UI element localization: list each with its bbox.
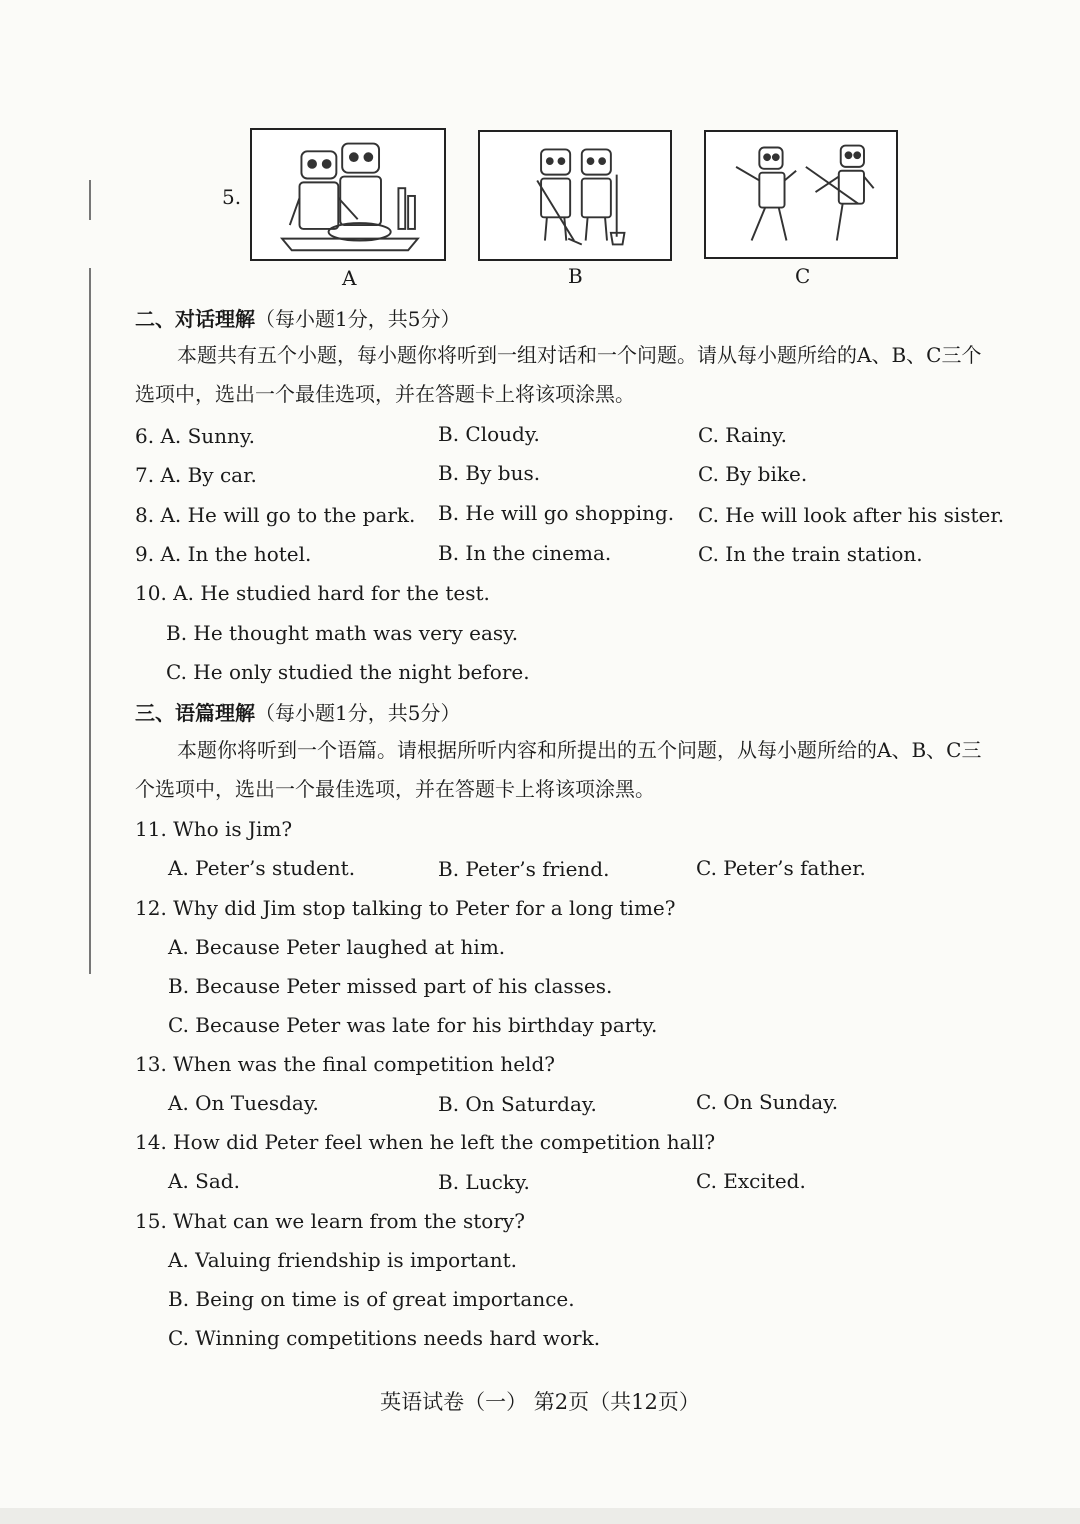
q13-option-b[interactable]: B. On Saturday. [438, 1092, 597, 1116]
q8-stem-option-a[interactable]: 8. A. He will go to the park. [135, 503, 416, 527]
section-3-instructions-text: 本题你将听到一个语篇。请根据所听内容和所提出的五个问题，从每小题所给的A、B、C三个选项中，选出一个最佳选项，并在答题卡上将该项涂黑。 [135, 738, 982, 801]
q12-option-b[interactable]: B. Because Peter missed part of his classes. [168, 974, 613, 998]
q11-option-b[interactable]: B. Peter’s friend. [438, 857, 610, 881]
picture-label-c: C [795, 264, 811, 288]
section-3-title: 三、语篇理解 [135, 701, 255, 725]
q9-option-b[interactable]: B. In the cinema. [438, 541, 612, 565]
q9-option-c[interactable]: C. In the train station. [698, 542, 923, 566]
picture-label-b: B [568, 264, 583, 288]
q15-option-c[interactable]: C. Winning competitions needs hard work. [168, 1326, 601, 1350]
q6-option-c[interactable]: C. Rainy. [698, 423, 788, 447]
q13-option-a[interactable]: A. On Tuesday. [168, 1091, 319, 1115]
q11-option-a[interactable]: A. Peter’s student. [168, 856, 356, 880]
q14-option-b[interactable]: B. Lucky. [438, 1170, 530, 1194]
q12-option-a[interactable]: A. Because Peter laughed at him. [168, 935, 506, 959]
q15-stem: 15. What can we learn from the story? [135, 1209, 525, 1233]
robots-fighting-icon [706, 132, 896, 257]
page-footer: 英语试卷（一） 第2页（共12页） [380, 1390, 700, 1414]
picture-option-b[interactable] [478, 130, 672, 261]
q6-stem-option-a[interactable]: 6. A. Sunny. [135, 424, 255, 448]
section-2-instructions-text: 本题共有五个小题，每小题你将听到一组对话和一个问题。请从每小题所给的A、B、C三个选项中，选出一个最佳选项，并在答题卡上将该项涂黑。 [135, 343, 982, 406]
robots-cooking-icon [252, 130, 444, 259]
q11-option-c[interactable]: C. Peter’s father. [696, 856, 866, 880]
margin-line-bottom [89, 268, 91, 974]
q12-option-c[interactable]: C. Because Peter was late for his birthday party. [168, 1013, 658, 1037]
picture-option-c[interactable] [704, 130, 898, 259]
question-number-5: 5. [222, 185, 242, 209]
q11-stem: 11. Who is Jim? [135, 817, 293, 841]
q10-option-b[interactable]: B. He thought math was very easy. [166, 621, 519, 645]
q12-stem: 12. Why did Jim stop talking to Peter for a long time? [135, 896, 676, 920]
q13-option-c[interactable]: C. On Sunday. [696, 1090, 839, 1114]
q15-option-b[interactable]: B. Being on time is of great importance. [168, 1287, 575, 1311]
section-3-scoring: （每小题1分，共5分） [255, 701, 461, 725]
q7-stem-option-a[interactable]: 7. A. By car. [135, 463, 257, 487]
q15-option-a[interactable]: A. Valuing friendship is important. [168, 1248, 518, 1272]
section-3-instructions [135, 731, 995, 809]
q8-option-b[interactable]: B. He will go shopping. [438, 501, 675, 525]
q14-option-c[interactable]: C. Excited. [696, 1169, 806, 1193]
q14-option-a[interactable]: A. Sad. [168, 1169, 240, 1193]
robots-sweeping-icon [480, 132, 670, 259]
q14-stem: 14. How did Peter feel when he left the competition hall? [135, 1130, 716, 1154]
q10-option-c[interactable]: C. He only studied the night before. [166, 660, 530, 684]
section-2-heading [135, 303, 460, 332]
q6-option-b[interactable]: B. Cloudy. [438, 422, 540, 446]
picture-label-a: A [342, 266, 357, 290]
q8-option-c[interactable]: C. He will look after his sister. [698, 503, 1005, 527]
margin-line-top [89, 180, 91, 220]
q9-stem-option-a[interactable]: 9. A. In the hotel. [135, 542, 312, 566]
scan-edge [0, 1508, 1080, 1524]
section-2-instructions [135, 336, 995, 414]
picture-option-a[interactable] [250, 128, 446, 261]
section-3-heading [135, 697, 460, 726]
q7-option-c[interactable]: C. By bike. [698, 462, 808, 486]
q7-option-b[interactable]: B. By bus. [438, 461, 541, 485]
q13-stem: 13. When was the final competition held? [135, 1052, 555, 1076]
q10-stem-option-a[interactable]: 10. A. He studied hard for the test. [135, 581, 490, 605]
section-2-scoring: （每小题1分，共5分） [255, 307, 461, 331]
section-2-title: 二、对话理解 [135, 307, 255, 331]
